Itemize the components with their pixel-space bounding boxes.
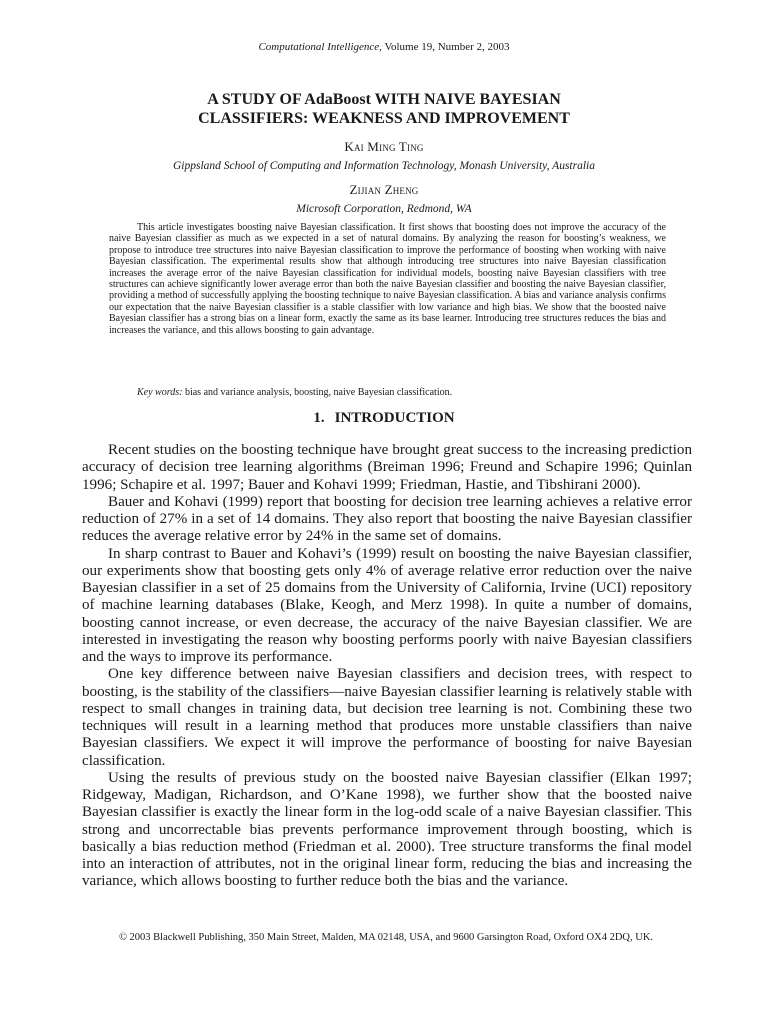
keywords-label: Key words: [137,387,183,398]
body-text [82,442,692,891]
running-header [0,41,768,54]
journal-issue: Volume 19, Number 2, 2003 [381,41,510,53]
title-line-1: A STUDY OF AdaBoost WITH NAIVE BAYESIAN [207,91,561,108]
paragraph: Using the results of previous study on the boosted naive Bayesian classifier (Elkan 1997; Ridgeway, Madigan, Richardson, and O’Kane 1998), we further show that the boosted naive Bayesian classifier is exactly the linear form in the log-odd scale of a naive Bayesian classifier. This strong and uncorrectable bias prevents performance improvement through boosting, which is basically a bias reduction method (Friedman et al. 2000). Tree structure transforms the final model into an interaction of attributes, not in the original linear form, reducing the bias and increasing the variance, which allows boosting to further reduce both the bias and the variance. [82,769,692,890]
copyright-notice: © 2003 Blackwell Publishing, 350 Main Street, Malden, MA 02148, USA, and 9600 Garsington Road, Oxford OX4 2DQ, UK. [118,932,654,943]
paragraph: One key difference between naive Bayesian classifiers and decision trees, with respect to boosting, is the stability of the classifiers—naive Bayesian classifier learning is relatively stable with respect to small changes in training data, but decision tree learning is not. Combining these two techniques will result in a learning method that produces more unstable classifiers than naive Bayesian classifiers. We expect it will improve the performance of boosting for naive Bayesian classification. [82,666,692,769]
author-affiliation: Microsoft Corporation, Redmond, WA [296,203,472,215]
section-heading [0,409,768,427]
author-affiliation: Gippsland School of Computing and Information Technology, Monash University, Australia [173,160,595,172]
paragraph: In sharp contrast to Bauer and Kohavi’s (1999) result on boosting the naive Bayesian classifier, our experiments show that boosting gets only 4% of average relative error reduction over the naive Bayesian classifier in a set of 25 domains from the University of California, Irvine (UCI) repository of machine learning databases (Blake, Keogh, and Merz 1998). In quite a number of domains, boosting cannot increase, or even decrease, the accuracy of the naive Bayesian classifier. We are interested in investigating the reason why boosting performs poorly with naive Bayesian classifiers and the ways to improve its performance. [82,545,692,665]
section-number: 1. [313,410,325,426]
author-name: Zijian Zheng [349,182,419,197]
journal-name: Computational Intelligence, [258,41,382,53]
paper-title [84,90,684,128]
abstract: This article investigates boosting naive Bayesian classification. It first shows that boosting does not improve the accuracy of the naive Bayesian classifier as much as we expected in a set of natural domains. By analyzing the reason for boosting’s weakness, we propose to introduce tree structures into naive Bayesian classification to improve the performance of boosting when working with naive Bayesian classification. The experimental results show that although introducing tree structures into naive Bayesian classification increases the average error of the naive Bayesian classification for individual models, boosting naive Bayesian classifiers with tree structures can achieve significantly lower average error than both the naive Bayesian classifier and boosting the naive Bayesian classifier, providing a method of successfully applying the boosting technique to naive Bayesian classification. A bias and variance analysis confirms our expectation that the naive Bayesian classifier is a stable classifier with low variance and high bias. We show that the boosted naive Bayesian classifier has a strong bias on a linear form, exactly the same as its base learner. Introducing tree structures reduces the bias and increases the variance, and this allows boosting to gain advantage. [109,222,666,336]
title-line-2: CLASSIFIERS: WEAKNESS AND IMPROVEMENT [198,110,570,127]
keywords [137,387,667,399]
author-name: Kai Ming Ting [344,139,424,154]
paragraph: Recent studies on the boosting technique have brought great success to the increasing prediction accuracy of decision tree learning algorithms (Breiman 1996; Freund and Schapire 1996; Quinlan 1996; Schapire et al. 1997; Bauer and Kohavi 1999; Friedman, Hastie, and Tibshirani 2000). [82,442,692,493]
section-title: INTRODUCTION [334,410,455,426]
keywords-text: bias and variance analysis, boosting, naive Bayesian classification. [182,387,453,398]
paragraph: Bauer and Kohavi (1999) report that boosting for decision tree learning achieves a relative error reduction of 27% in a set of 14 domains. They also report that boosting the naive Bayesian classifier reduces the average relative error by 24% in the same set of domains. [82,493,692,545]
